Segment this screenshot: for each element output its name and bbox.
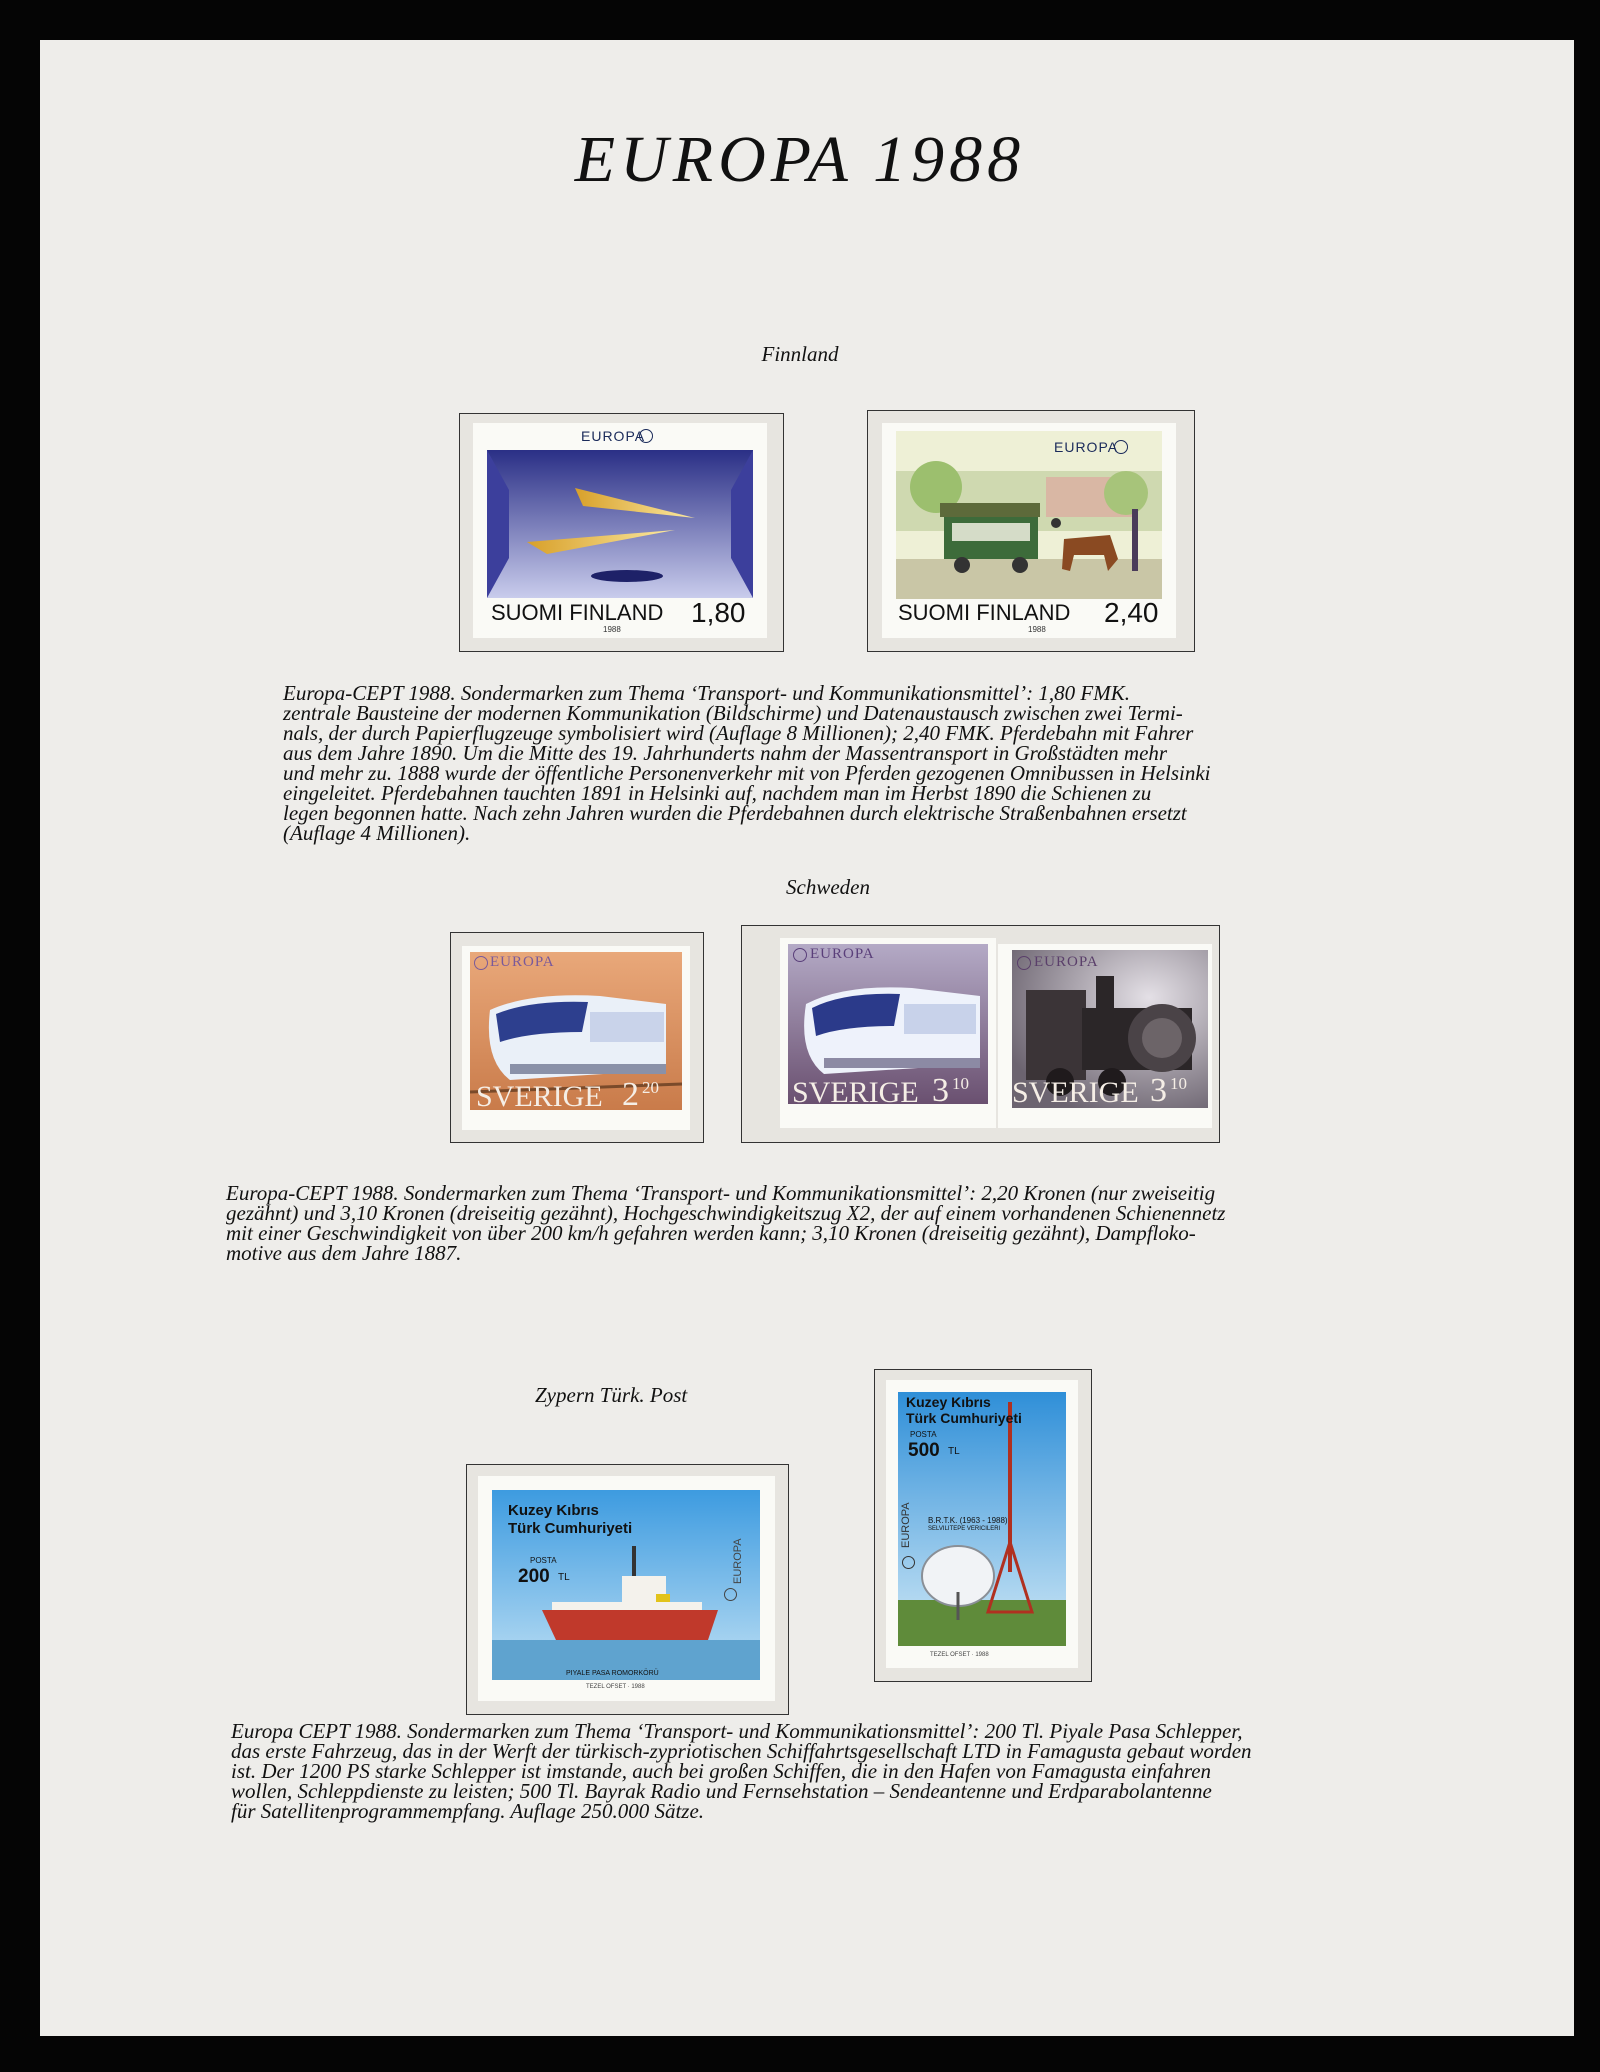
description-line: aus dem Jahre 1890. Um die Mitte des 19. Jahrhunderts nahm der Massentransport in Großstädten mehr — [283, 741, 1168, 765]
stamp-brand-label: EUROPA — [732, 1538, 744, 1584]
description-line: (Auflage 4 Millionen). — [283, 821, 471, 845]
stamp-posta-label: POSTA — [910, 1430, 937, 1439]
europa-emblem-icon — [474, 956, 488, 970]
stamp-currency-unit: TL — [558, 1572, 570, 1583]
stamp-face-value-sup: 10 — [952, 1074, 969, 1093]
stamp-year-imprint: 1988 — [603, 625, 621, 634]
description-line: gezähnt) und 3,10 Kronen (dreiseitig gezähnt), Hochgeschwindigkeitszug X2, der auf einem vorhandenen Schienennetz — [226, 1201, 1226, 1225]
country-heading-finland: Finnland — [761, 342, 839, 366]
stamp-face-value-main: 3 — [932, 1072, 949, 1109]
europa-emblem-icon — [793, 948, 807, 962]
stamp-cyprus-200 — [478, 1476, 775, 1701]
stamp-year-imprint: 1988 — [1028, 625, 1046, 634]
stamp-artwork-paper-planes — [487, 450, 753, 598]
stamp-brand-label: EUROPA — [900, 1502, 912, 1548]
stamp-finland-2-40 — [882, 423, 1176, 638]
description-line: eingeleitet. Pferdebahnen tauchten 1891 in Helsinki auf, nachdem man im Herbst 1890 die Schienen zu — [283, 781, 1152, 805]
stamp-face-value: 2,40 — [1104, 597, 1159, 628]
stamp-brand-label: EUROPA — [1054, 439, 1119, 455]
description-line: und mehr zu. 1888 wurde der öffentliche Personenverkehr mit von Pferden gezogenen Omnibussen in Helsinki — [283, 761, 1211, 785]
description-line: mit einer Geschwindigkeit von über 200 km/h gefahren werden kann; 3,10 Kronen (dreiseitig gezähnt), Dampflоko- — [226, 1221, 1196, 1245]
stamp-finland-1-80 — [473, 423, 767, 638]
stamp-face-value: 1,80 — [691, 597, 746, 628]
description-finland — [283, 683, 1375, 843]
country-heading-sweden: Schweden — [786, 875, 870, 899]
description-line: das erste Fahrzeug, das in der Werft der türkisch-zypriotischen Schiffahrtsgesellschaft LTD in Famagusta gebaut worden — [231, 1739, 1252, 1763]
europa-emblem-icon — [724, 1588, 737, 1601]
stamp-face-value-main: 2 — [622, 1076, 639, 1113]
description-sweden — [226, 1183, 1442, 1263]
page-title: EUROPA 1988 — [574, 123, 1026, 196]
stamp-sweden-3-10-train — [780, 938, 996, 1128]
stamp-brand-label: EUROPA — [490, 954, 555, 970]
stamp-printer-imprint: TEZEL OFSET · 1988 — [930, 1652, 989, 1658]
stamp-issuer-line1: Kuzey Kıbrıs — [508, 1502, 599, 1519]
country-heading-cyprus: Zypern Türk. Post — [535, 1383, 688, 1407]
description-line: ist. Der 1200 PS starke Schlepper ist imstande, auch bei großen Schiffen, die in den Hafen von Famagusta einfahren — [231, 1759, 1212, 1783]
stamp-country-label: SVERIGE — [792, 1076, 919, 1109]
description-line: legen begonnen hatte. Nach zehn Jahren wurden die Pferdebahnen durch elektrische Straßenbahnen ersetzt — [283, 801, 1187, 825]
stamp-issuer-line2: Türk Cumhuriyeti — [508, 1520, 633, 1537]
stamp-issuer-line2: Türk Cumhuriyeti — [906, 1410, 1022, 1426]
europa-emblem-icon — [1114, 440, 1128, 454]
stamp-caption-sub: SELVILITEPE VERICILERI — [928, 1526, 1001, 1532]
stamp-country-label: SUOMI FINLAND — [491, 600, 664, 625]
description-cyprus — [231, 1721, 1444, 1821]
description-line: Europa CEPT 1988. Sondermarken zum Thema ‘Transport- und Kommunikationsmittel’: 200 Tl. Piyale Pasa Schlepper, — [231, 1719, 1243, 1743]
stamp-face-value: 200 — [518, 1566, 550, 1587]
stamp-posta-label: POSTA — [530, 1556, 557, 1565]
description-line: nals, der durch Papierflugzeuge symbolisiert wird (Auflage 8 Millionen); 2,40 FMK. Pferdebahn mit Fahrer — [283, 721, 1194, 745]
stamp-face-value: 500 — [908, 1440, 940, 1461]
stamp-brand-label: EUROPA — [810, 946, 875, 962]
stamp-caption: PIYALE PASA ROMORKÖRÜ — [566, 1670, 659, 1677]
stamp-issuer-line1: Kuzey Kıbrıs — [906, 1394, 991, 1410]
description-line: Europa-CEPT 1988. Sondermarken zum Thema ‘Transport- und Kommunikationsmittel’: 1,80 FMK. — [283, 681, 1130, 705]
stamp-country-label: SVERIGE — [1012, 1076, 1139, 1109]
stamp-currency-unit: TL — [948, 1446, 960, 1457]
stamp-sweden-2-20 — [462, 946, 690, 1130]
stamp-sweden-3-10-locomotive — [998, 944, 1212, 1128]
europa-emblem-icon — [902, 1556, 915, 1569]
stamp-face-value-sup: 20 — [642, 1078, 659, 1097]
stamp-caption: B.R.T.K. (1963 - 1988) — [928, 1516, 1008, 1525]
europa-emblem-icon — [1017, 956, 1031, 970]
stamp-brand-label: EUROPA — [581, 428, 646, 444]
description-line: für Satellitenprogrammempfang. Auflage 250.000 Sätze. — [231, 1799, 705, 1823]
description-line: zentrale Bausteine der modernen Kommunikation (Bildschirme) und Datenaustausch zwischen zwei Termi- — [283, 701, 1183, 725]
description-line: wollen, Schleppdienste zu leisten; 500 Tl. Bayrak Radio und Fernsehstation – Sendeantenne und Erdparabolantenne — [231, 1779, 1212, 1803]
stamp-brand-label: EUROPA — [1034, 954, 1099, 970]
description-line: motive aus dem Jahre 1887. — [226, 1241, 462, 1265]
stamp-country-label: SUOMI FINLAND — [898, 600, 1071, 625]
stamp-cyprus-500 — [886, 1380, 1078, 1668]
description-line: Europa-CEPT 1988. Sondermarken zum Thema ‘Transport- und Kommunikationsmittel’: 2,20 Kronen (nur zweiseitig — [226, 1181, 1216, 1205]
stamp-artwork-horse-tram — [896, 431, 1162, 599]
stamp-face-value-main: 3 — [1150, 1072, 1167, 1109]
stamp-country-label: SVERIGE — [476, 1080, 603, 1113]
europa-emblem-icon — [639, 429, 653, 443]
stamp-face-value-sup: 10 — [1170, 1074, 1187, 1093]
stamp-printer-imprint: TEZEL OFSET · 1988 — [586, 1684, 645, 1690]
